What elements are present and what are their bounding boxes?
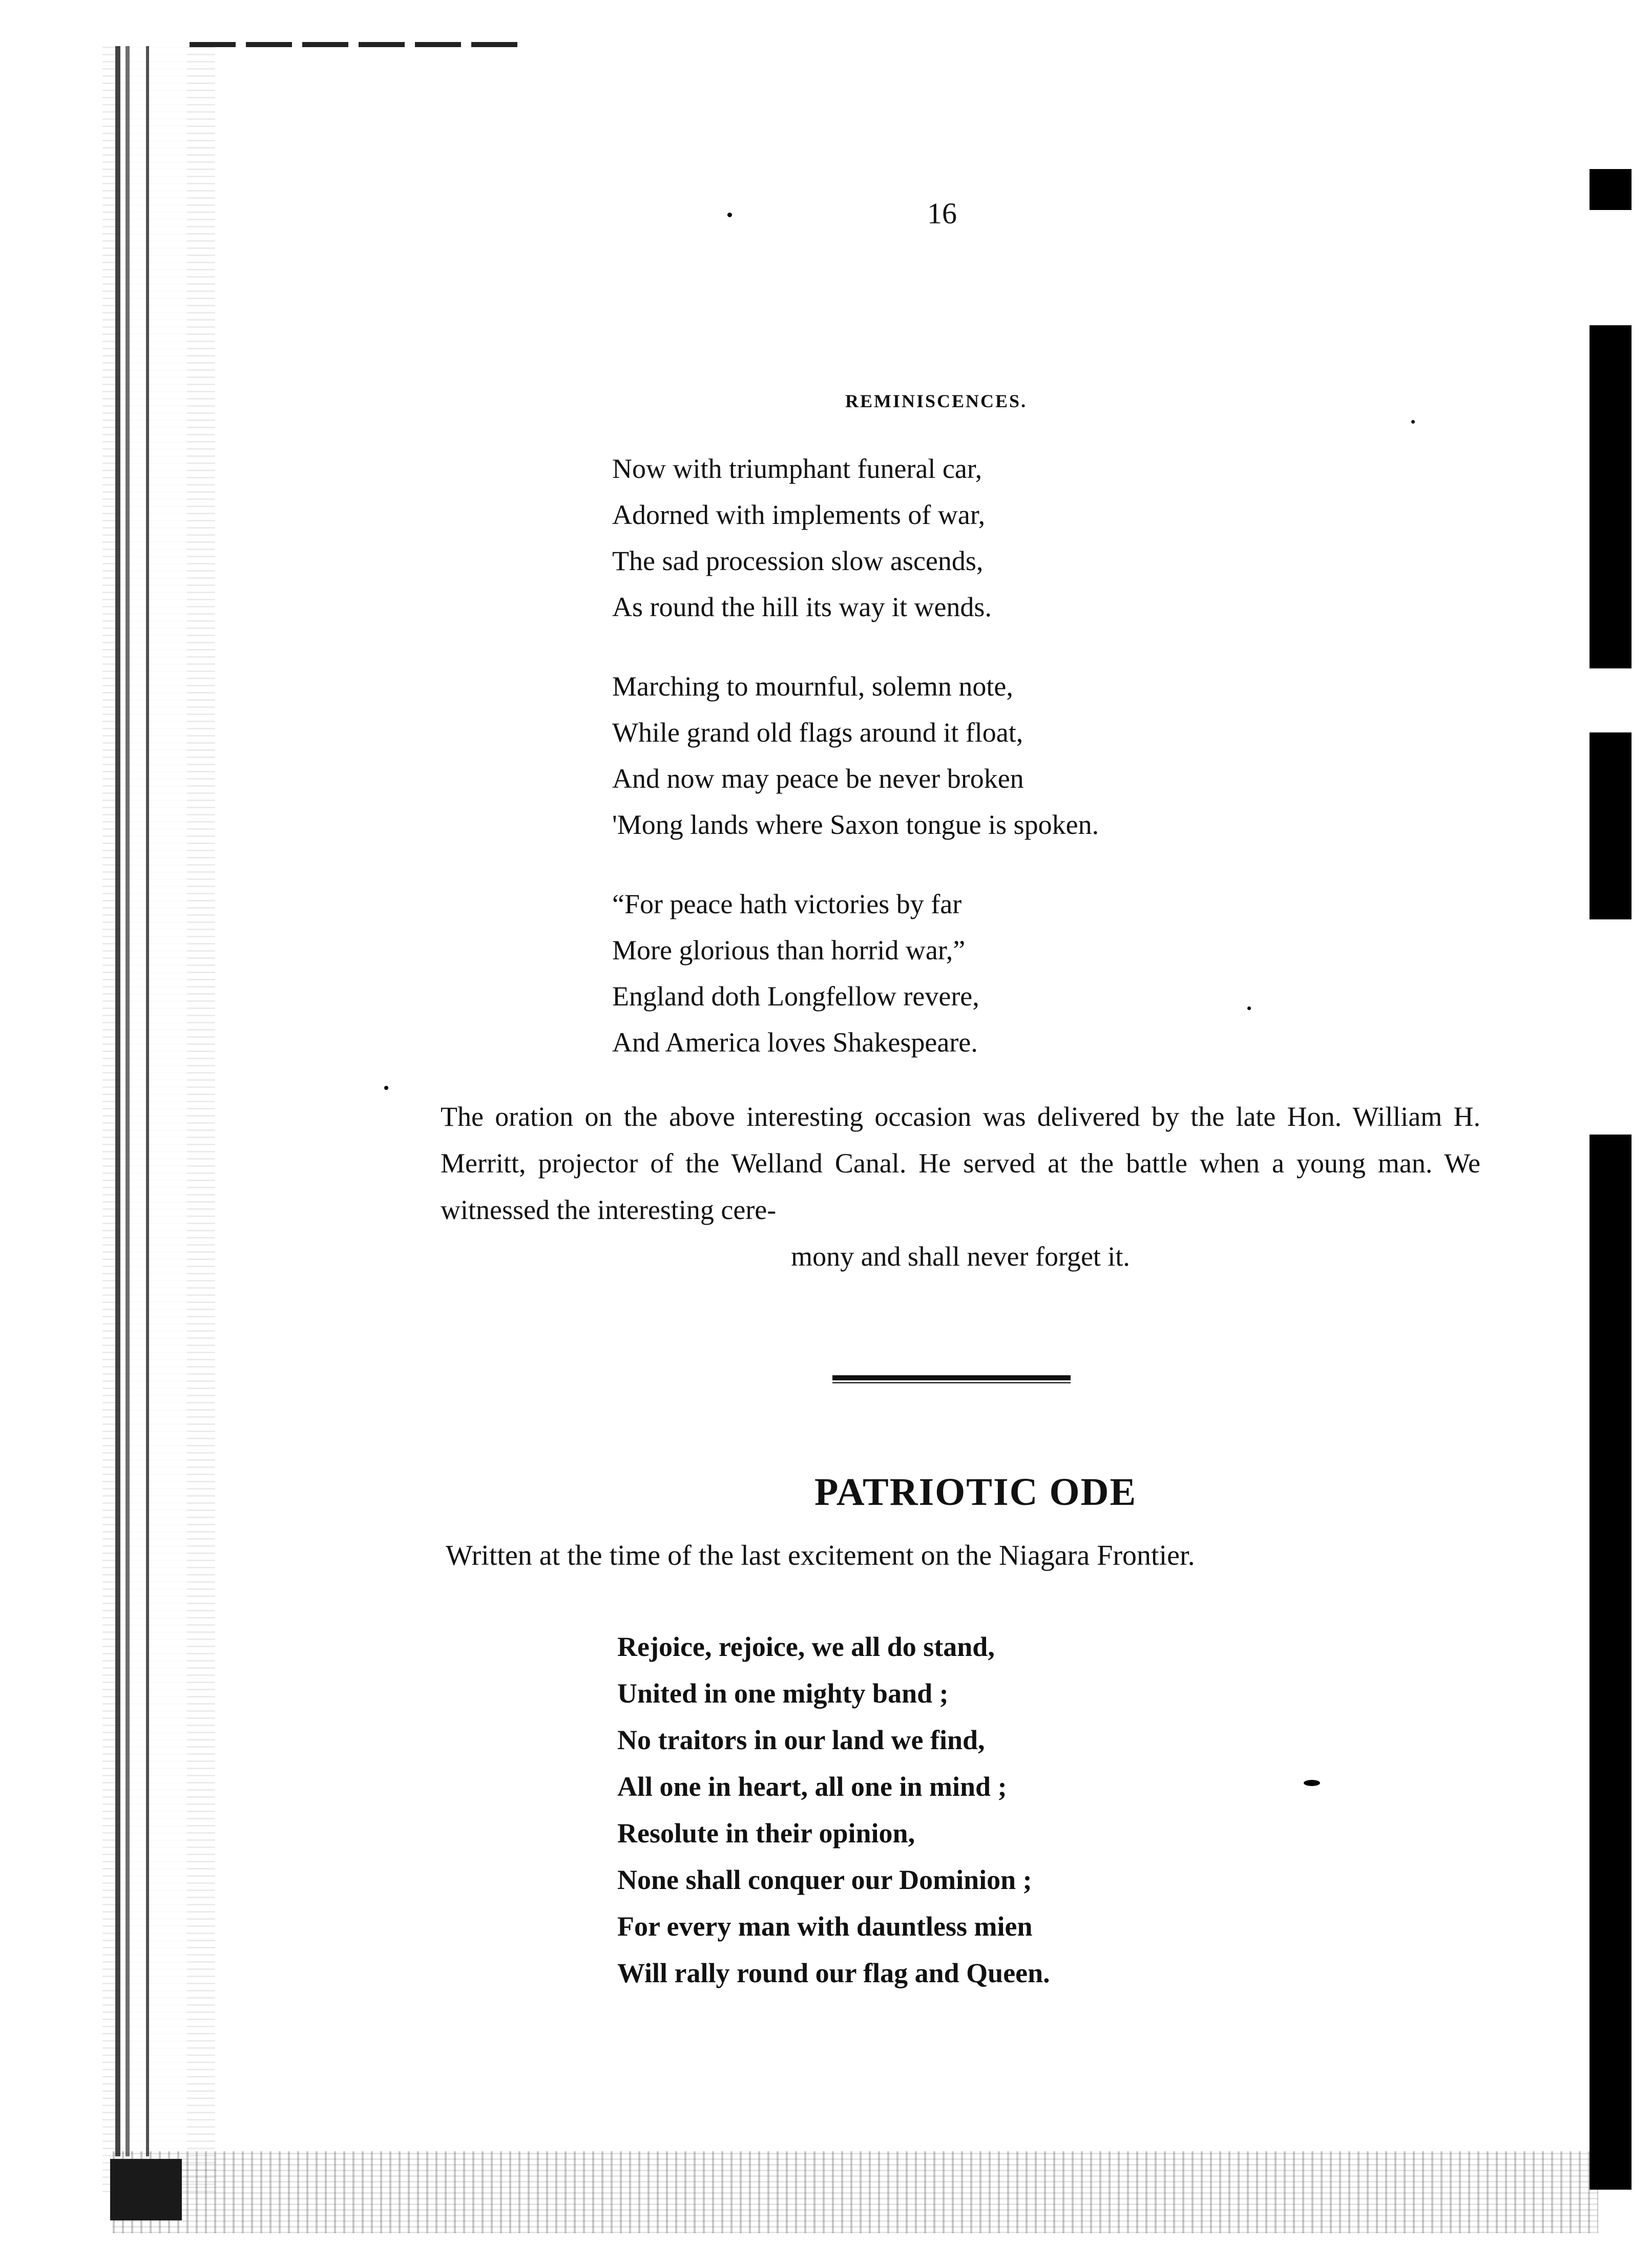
poem-line: England doth Longfellow revere, (612, 981, 979, 1012)
binding-gutter (115, 46, 187, 2156)
ode-line: Rejoice, rejoice, we all do stand, (617, 1631, 995, 1662)
ode-line: Will rally round our flag and Queen. (617, 1958, 1050, 1988)
edge-bar (1590, 169, 1632, 210)
scan-speck (727, 213, 732, 217)
scan-speck (1247, 1006, 1251, 1010)
scan-speck (1304, 1780, 1320, 1786)
poem-line: Marching to mournful, solemn note, (612, 671, 1013, 702)
bottom-scan-noise (113, 2151, 1598, 2233)
top-scan-rule (190, 42, 522, 47)
poem-stanza (612, 446, 992, 630)
paragraph-text: The oration on the above interesting occasion was delivered by the late Hon. William H. Merritt, projector of the Welland Canal. He served at the battle when a young man. We witnessed the interesting cere- (441, 1101, 1480, 1225)
poem-line: And now may peace be never broken (612, 763, 1024, 794)
page-number: 16 (927, 197, 957, 230)
ode-line: For every man with dauntless mien (617, 1911, 1033, 1942)
ode-verse (617, 1624, 1050, 1997)
ode-title: PATRIOTIC ODE (814, 1471, 1137, 1514)
ode-subtitle: Written at the time of the last excitement on the Niagara Frontier. (446, 1540, 1195, 1571)
bottom-scan-block (110, 2159, 182, 2220)
section-divider-underline (832, 1382, 1071, 1383)
section-divider (832, 1375, 1071, 1380)
edge-bar (1590, 1135, 1632, 2190)
ode-line: No traitors in our land we find, (617, 1725, 985, 1755)
poem-line: More glorious than horrid war,” (612, 935, 966, 965)
poem-line: And America loves Shakespeare. (612, 1027, 978, 1058)
scan-speck (1411, 420, 1415, 424)
section-heading: REMINISCENCES. (845, 391, 1028, 411)
poem-line: 'Mong lands where Saxon tongue is spoken. (612, 809, 1099, 840)
paragraph-last-line: mony and shall never forget it. (791, 1241, 1130, 1272)
oration-paragraph (441, 1094, 1480, 1280)
ode-line: Resolute in their opinion, (617, 1818, 915, 1849)
poem-line: As round the hill its way it wends. (612, 592, 992, 622)
poem-stanza (612, 663, 1099, 848)
poem-line: Now with triumphant funeral car, (612, 453, 982, 484)
ode-line: United in one mighty band ; (617, 1678, 949, 1709)
edge-bar (1590, 732, 1632, 919)
poem-stanza (612, 881, 979, 1065)
poem-line: Adorned with implements of war, (612, 499, 986, 530)
poem-line: The sad procession slow ascends, (612, 545, 984, 576)
poem-line: “For peace hath victories by far (612, 889, 962, 919)
poem-line: While grand old flags around it float, (612, 717, 1023, 748)
ode-line: None shall conquer our Dominion ; (617, 1864, 1032, 1895)
ode-line: All one in heart, all one in mind ; (617, 1771, 1007, 1802)
edge-bar (1590, 325, 1632, 668)
scan-speck (384, 1086, 388, 1090)
